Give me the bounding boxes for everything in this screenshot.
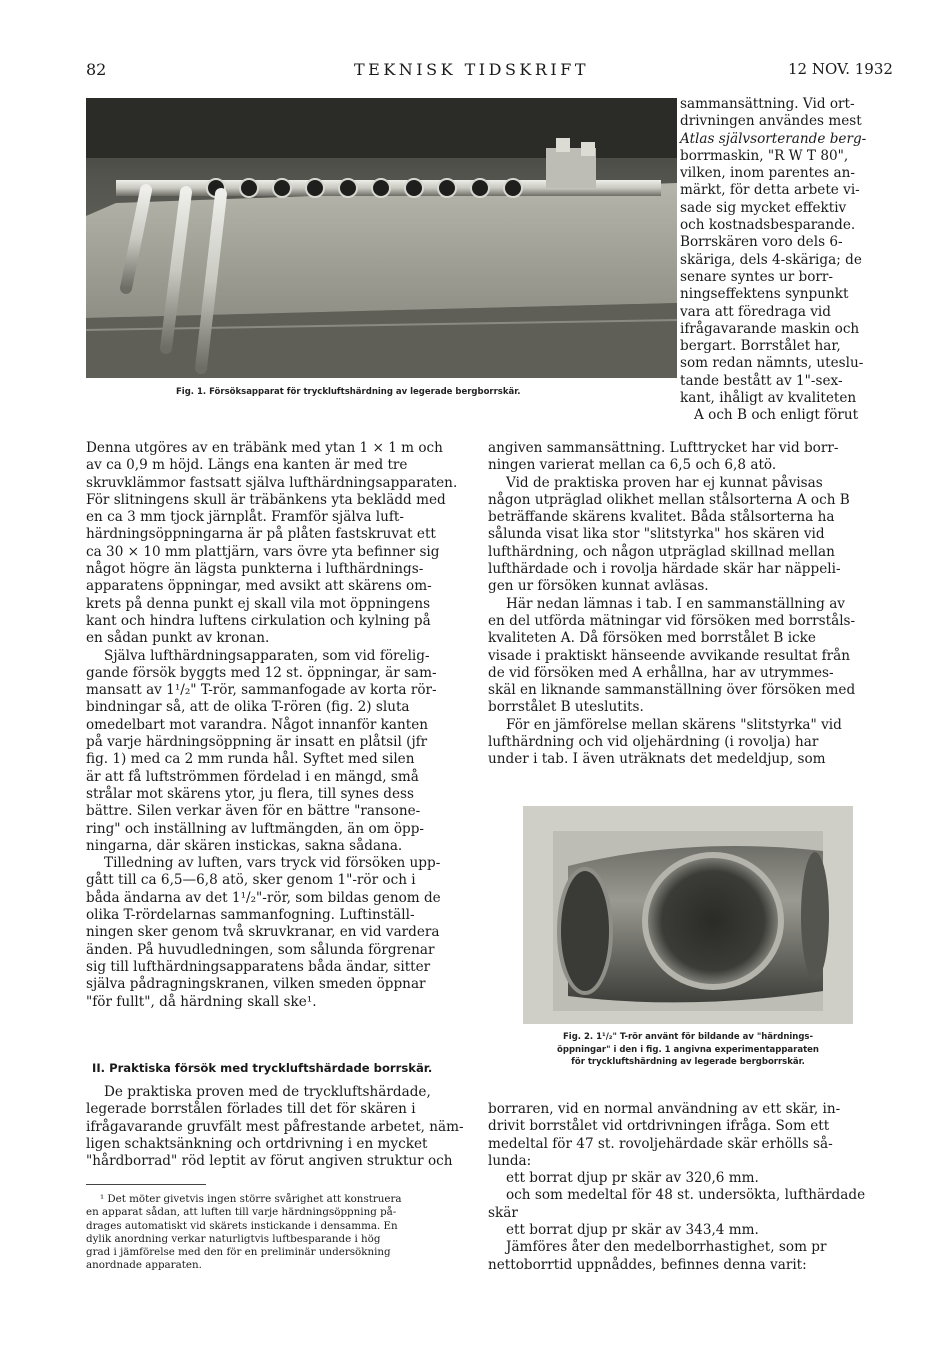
section-heading: II. Praktiska försök med tryckluftshärdade borrskär.: [92, 1061, 433, 1075]
text-line: "för fullt", då härdning skall ske¹.: [86, 993, 317, 1010]
text-line: A och B och enligt förut: [694, 407, 859, 424]
text-line: omedelbart mot varandra. Något innanför kanten: [86, 716, 429, 733]
figure-2-caption: [523, 1031, 853, 1069]
text-line: strålar mot skärens ytor, ju flera, till synes dess: [86, 785, 414, 802]
text-line: olika T-rördelarnas sammanfogning. Luftinställ-: [86, 907, 415, 924]
figure-1-illustration: [86, 98, 677, 378]
text-line: en del utförda mätningar vid försöken med borrståls-: [488, 612, 856, 629]
text-line: sade sig mycket effektiv: [680, 199, 847, 216]
footnote: [86, 1193, 468, 1273]
text-line: tande bestått av 1"-sex-: [680, 372, 843, 389]
text-line: angiven sammansättning. Lufttrycket har vid borr-: [488, 440, 839, 456]
text-line: gande försök byggts med 12 st. öppningar, är sam-: [86, 664, 437, 681]
text-line: krets på denna punkt ej skall vila mot öppningens: [86, 595, 431, 612]
journal-title: TEKNISK TIDSKRIFT: [354, 60, 589, 79]
text-line: legerade borrstålen förlades till det för skären i: [86, 1101, 416, 1118]
text-line: beträffande skärens kvalitet. Båda stålsorterna ha: [488, 509, 835, 526]
text-line: gen ur försöken kunnat avläsas.: [488, 578, 709, 595]
text-line: Borrskären voro dels 6-: [680, 234, 843, 251]
right-column-middle-text: [488, 440, 874, 769]
text-line: bättre. Silen verkar även för en bättre "ransone-: [86, 803, 421, 820]
text-line: borrmaskin, "R W T 80",: [680, 147, 849, 164]
text-line: ligen schaktsänkning och ortdrivning i en mycket: [86, 1135, 428, 1152]
text-line: en ca 3 mm tjock järnplåt. Framför själva luft-: [86, 509, 404, 526]
text-line: märkt, för detta arbete vi-: [680, 182, 860, 199]
text-line: sig till lufthärdningsapparatens båda ändar, sitter: [86, 958, 431, 975]
text-line: skruvklämmor fastsatt själva lufthärdningsapparaten.: [86, 474, 458, 491]
text-line: borrstålet B uteslutits.: [488, 699, 644, 716]
text-line: ca 30 × 10 mm plattjärn, vars övre yta befinner sig: [86, 543, 440, 560]
text-line: kvaliteten A. Då försöken med borrstålet B icke: [488, 630, 816, 647]
text-line: själva pådragningskranen, vilken smeden öppnar: [86, 976, 426, 993]
text-line: visade i praktiskt hänseende avvikande resultat från: [488, 647, 851, 664]
text-line: lufthärdade och i rovolja härdade skär har näppeli-: [488, 561, 841, 578]
text-line: För en jämförelse mellan skärens "slitstyrka" vid: [506, 716, 842, 733]
text-line: en sådan punkt av kronan.: [86, 630, 270, 647]
text-line: härdningsöppningarna är på plåten fastskruvat ett: [86, 526, 436, 543]
text-line: under i tab. I även uträknats det medeldjup, som: [488, 751, 826, 768]
text-line: är att få luftströmmen fördelad i en mängd, små: [86, 768, 419, 785]
text-line: De praktiska proven med de tryckluftshärdade,: [104, 1084, 431, 1100]
text-line: ifrågavarande gruvfält mest påfrestande arbetet, näm-: [86, 1118, 464, 1135]
right-column-bottom-text: [488, 1101, 874, 1274]
text-line: Tilledning av luften, vars tryck vid försöken upp-: [104, 855, 441, 872]
figure-1-photo: [86, 98, 677, 378]
footnote-line: grad i jämförelse med den för en preliminär undersökning: [86, 1246, 391, 1259]
text-line: ett borrat djup pr skär av 320,6 mm.: [506, 1170, 759, 1187]
text-line: "hårdborrad" röd leptit av förut angiven struktur och: [86, 1153, 453, 1170]
text-line: båda ändarna av det 1¹/₂"-rör, som bildas genom de: [86, 889, 441, 906]
text-line: Själva lufthärdningsapparaten, som vid förelig-: [104, 647, 430, 664]
caption-line: öppningar" i den i fig. 1 angivna experimentapparaten: [557, 1044, 819, 1055]
text-line: någon utpräglad olikhet mellan stålsorterna A och B: [488, 491, 850, 508]
footnote-line: drages automatiskt vid skärets instickande i densamma. En: [86, 1219, 398, 1232]
text-line: För slitningens skull är träbänkens yta beklädd med: [86, 491, 446, 508]
text-line: skär: [488, 1204, 518, 1221]
text-line: lufthärdning och vid oljehärdning (i rovolja) har: [488, 734, 819, 751]
caption-line: för tryckluftshärdning av legerade bergborrskär.: [571, 1057, 805, 1068]
footnote-line: en apparat sådan, att luften till varje härdningsöppning på-: [86, 1206, 397, 1219]
figure-2-illustration: [523, 806, 853, 1024]
text-line: av ca 0,9 m höjd. Längs ena kanten är med tre: [86, 457, 408, 474]
text-line: ring" och inställning av luftmängden, än om öpp-: [86, 820, 425, 837]
text-line: gått till ca 6,5—6,8 atö, sker genom 1"-rör och i: [86, 872, 416, 889]
footnote-line: ¹ Det möter givetvis ingen större svårighet att konstruera: [100, 1193, 402, 1205]
text-line: lunda:: [488, 1152, 532, 1169]
text-line: som redan nämnts, uteslu-: [680, 355, 864, 372]
text-line: ningen sker genom två skruvkranar, en vid vardera: [86, 924, 440, 941]
footnote-line: dylik anordning verkar naturligtvis luftbesparande i hög: [86, 1232, 381, 1245]
text-line: skäriga, dels 4-skäriga; de: [680, 251, 862, 268]
text-line: sålunda visat lika stor "slitstyrka" hos skären vid: [488, 526, 825, 543]
text-line: skäl en liknande sammanställning över försöken med: [488, 682, 856, 699]
text-line: borraren, vid en normal användning av ett skär, in-: [488, 1101, 841, 1117]
right-column-top-text: [680, 96, 874, 425]
text-line: änden. På huvudledningen, som sålunda förgrenar: [86, 941, 435, 958]
text-line: bindningar så, att de olika T-rören (fig. 2) sluta: [86, 699, 410, 716]
text-line: kant, ihåligt av kvaliteten: [680, 390, 857, 407]
text-line: Atlas självsorterande berg-: [680, 130, 867, 147]
text-line: och kostnadsbesparande.: [680, 217, 856, 234]
text-line: ifrågavarande maskin och: [680, 320, 860, 337]
text-line: vilken, inom parentes an-: [680, 165, 855, 182]
caption-line: Fig. 2. 1¹/₂" T-rör använt för bildande av "härdnings-: [562, 1032, 814, 1042]
text-line: fig. 1) med ca 2 mm runda hål. Syftet med silen: [86, 751, 415, 768]
figure-2-photo: [523, 806, 853, 1024]
text-line: drivit borrstålet vid ortdrivningen ifråga. Som ett: [488, 1118, 830, 1135]
text-line: ningarna, där skären instickas, sakna sådana.: [86, 837, 403, 854]
text-line: kant och hindra luftens cirkulation och kylning på: [86, 612, 431, 629]
text-line: Här nedan lämnas i tab. I en sammanställning av: [506, 595, 845, 612]
page-number: 82: [86, 60, 107, 79]
text-line: sammansättning. Vid ort-: [680, 96, 855, 112]
text-line: apparatens öppningar, med avsikt att skärens om-: [86, 578, 432, 595]
text-line: Denna utgöres av en träbänk med ytan 1 × 1 m och: [86, 440, 443, 456]
footnote-rule: [86, 1184, 206, 1185]
issue-date: 12 NOV. 1932: [788, 60, 893, 78]
text-line: ett borrat djup pr skär av 343,4 mm.: [506, 1222, 759, 1239]
text-line: något högre än lägsta punkterna i lufthärdnings-: [86, 561, 424, 578]
text-line: och som medeltal för 48 st. undersökta, lufthärdade: [506, 1187, 866, 1204]
text-line: de vid försöken med A erhållna, har av utrymmes-: [488, 664, 834, 681]
text-line: ningseffektens synpunkt: [680, 286, 849, 303]
text-line: bergart. Borrstålet har,: [680, 338, 841, 355]
figure-1-caption: Fig. 1. Försöksapparat för tryckluftshärdning av legerade bergborrskär.: [176, 387, 521, 397]
section-text: [86, 1084, 468, 1170]
text-line: på varje härdningsöppning är insatt en plåtsil (jfr: [86, 734, 428, 751]
text-line: mansatt av 1¹/₂" T-rör, sammanfogade av korta rör-: [86, 682, 437, 699]
text-line: senare syntes ur borr-: [680, 268, 834, 285]
left-column-text: [86, 440, 468, 1011]
text-line: medeltal för 47 st. rovoljehärdade skär erhölls så-: [488, 1135, 833, 1152]
footnote-line: anordnade apparaten.: [86, 1259, 202, 1272]
text-line: Jämföres åter den medelborrhastighet, som pr: [506, 1239, 827, 1256]
text-line: drivningen användes mest: [680, 113, 862, 130]
text-line: ningen varierat mellan ca 6,5 och 6,8 atö.: [488, 457, 777, 474]
text-line: nettoborrtid uppnåddes, befinnes denna varit:: [488, 1256, 807, 1273]
text-line: vara att föredraga vid: [680, 303, 831, 320]
text-line: Vid de praktiska proven har ej kunnat påvisas: [506, 474, 823, 491]
text-line: lufthärdning, och någon utpräglad skillnad mellan: [488, 543, 835, 560]
